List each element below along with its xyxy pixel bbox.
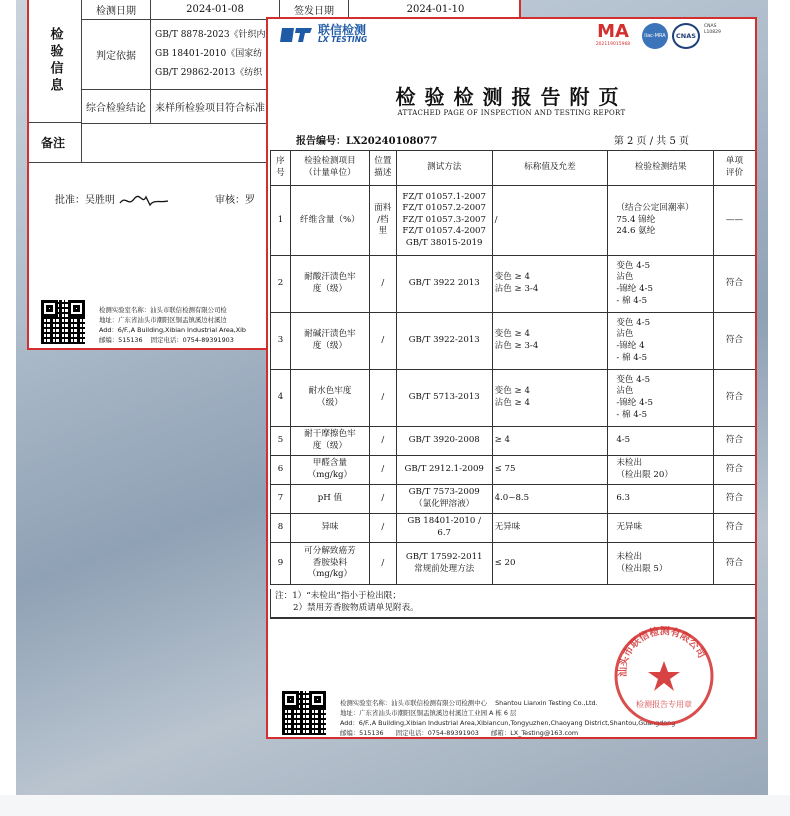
table-header-row xyxy=(271,151,756,186)
row-number: 1 xyxy=(271,186,291,256)
cnas-number: CNAS L10829 xyxy=(704,24,721,35)
report-number: 报告编号：LX20240108077 xyxy=(296,136,438,147)
row-number: 5 xyxy=(271,427,291,456)
report-subtitle: ATTACHED PAGE OF INSPECTION AND TESTING REPORT xyxy=(397,109,626,117)
row-number: 8 xyxy=(271,514,291,543)
test-result: 未检出 （检出限 5） xyxy=(608,543,714,585)
nominal-value: ≥ 4 xyxy=(492,427,608,456)
basis-line: GB/T 29862-2013《纺织 xyxy=(155,67,263,78)
note-2: 2）禁用芳香胺物质请单见附表。 xyxy=(293,603,419,614)
nominal-value: 变色 ≥ 4 沾色 ≥ 4 xyxy=(492,370,608,427)
row-number: 2 xyxy=(271,256,291,313)
evaluation: 符合 xyxy=(714,313,756,370)
table-row xyxy=(271,514,756,543)
official-seal xyxy=(613,625,715,727)
remark-label: 备注 xyxy=(41,136,66,150)
basis-line: GB/T 8878-2023《针织内 xyxy=(155,30,266,41)
test-item: 耐干摩擦色牢 度（级） xyxy=(290,427,369,456)
test-item: 耐碱汗渍色牢 度（级） xyxy=(290,313,369,370)
header-evaluation: 单项 评价 xyxy=(714,151,756,186)
test-method: GB 18401-2010 / 6.7 xyxy=(396,514,492,543)
header-method: 测试方法 xyxy=(396,151,492,186)
test-method: FZ/T 01057.1-2007 FZ/T 01057.2-2007 FZ/T 01057.3-2007 FZ/T 01057.4-2007 GB/T 38015-2019 xyxy=(396,186,492,256)
test-item: 耐水色牢度 （级） xyxy=(290,370,369,427)
row-number: 6 xyxy=(271,456,291,485)
table-row xyxy=(271,485,756,514)
conclusion-label: 综合检验结论 xyxy=(82,90,151,124)
reviewer: 审核：罗 xyxy=(215,195,255,206)
position: / xyxy=(369,427,396,456)
row-number: 4 xyxy=(271,370,291,427)
position: / xyxy=(369,313,396,370)
nominal-value: 无异味 xyxy=(492,514,608,543)
seal-subtext: 检测报告专用章 xyxy=(636,700,692,709)
back-footer: 检测实验室名称：汕头市联信检测有限公司检 地址：广东省汕头市潮阳区铜盂镇溪边村溪边 Add：6/F.,A Building,Xibian Industrial Area,Xib 邮编：515136 固定电话：0754-89391903 xyxy=(99,306,246,344)
test-item: pH 值 xyxy=(290,485,369,514)
table-row xyxy=(271,186,756,256)
evaluation: 符合 xyxy=(714,485,756,514)
evaluation: 符合 xyxy=(714,370,756,427)
position: / xyxy=(369,370,396,427)
nominal-value: ≤ 75 xyxy=(492,456,608,485)
evaluation: 符合 xyxy=(714,514,756,543)
test-item: 甲醛含量 （mg/kg） xyxy=(290,456,369,485)
test-item: 异味 xyxy=(290,514,369,543)
test-item: 耐酸汗渍色牢 度（级） xyxy=(290,256,369,313)
row-number: 7 xyxy=(271,485,291,514)
evaluation: —— xyxy=(714,186,756,256)
test-method: GB/T 3922-2013 xyxy=(396,313,492,370)
evaluation: 符合 xyxy=(714,543,756,585)
evaluation: 符合 xyxy=(714,456,756,485)
evaluation: 符合 xyxy=(714,427,756,456)
table-notes xyxy=(270,589,756,618)
nominal-value: 变色 ≥ 4 沾色 ≥ 3-4 xyxy=(492,313,608,370)
test-result: 变色 4-5 沾色 -锦纶 4-5 - 棉 4-5 xyxy=(608,370,714,427)
nominal-value: / xyxy=(492,186,608,256)
issue-date-value: 2024-01-10 xyxy=(349,0,522,20)
row-number: 9 xyxy=(271,543,291,585)
brand-cn: 联信检测 xyxy=(318,23,367,38)
header-result: 检验检测结果 xyxy=(608,151,714,186)
table-row xyxy=(271,427,756,456)
seal-text: 汕头市联信检测有限公司 xyxy=(617,626,707,678)
header-item: 检验检测项目 （计量单位） xyxy=(290,151,369,186)
test-result: （结合公定回潮率） 75.4 锦纶 24.6 氨纶 xyxy=(608,186,714,256)
lt-logo-icon xyxy=(280,24,314,44)
test-result: 6.3 xyxy=(608,485,714,514)
nominal-value: 4.0~8.5 xyxy=(492,485,608,514)
test-method: GB/T 3922 2013 xyxy=(396,256,492,313)
header-position: 位置 描述 xyxy=(369,151,396,186)
cnas-mark: CNAS xyxy=(672,23,700,49)
table-row xyxy=(271,256,756,313)
basis-line: GB 18401-2010《国家纺 xyxy=(155,49,263,60)
table-row xyxy=(271,370,756,427)
basis-label: 判定依据 xyxy=(82,20,151,90)
test-item: 纤维含量（%） xyxy=(290,186,369,256)
front-footer: 检测实验室名称：汕头市联信检测有限公司检测中心 Shantou Lianxin Testing Co.,Ltd. 地址：广东省汕头市潮阳区铜盂镇溪边村溪边工业园 A 栋 6 层 Add：6/F.,A Building,Xibian Industrial Area,Xibiancun,Tongyuzhen,Chaoyang District,Shantou,Guangdong 邮编：515136 固定电话：0754-89391903 邮箱：LX_Testing@163.com xyxy=(340,699,676,737)
test-date-value: 2024-01-08 xyxy=(151,0,280,20)
test-method: GB/T 5713-2013 xyxy=(396,370,492,427)
table-row xyxy=(271,313,756,370)
test-results-table xyxy=(270,150,756,585)
approver-signature xyxy=(118,193,170,209)
test-date-label: 检测日期 xyxy=(82,0,151,20)
header-nominal: 标称值及允差 xyxy=(492,151,608,186)
header-no: 序号 xyxy=(271,151,291,186)
conclusion-value: 来样所检验项目符合标准 xyxy=(151,90,522,124)
note-1: 注：1）“未检出”指小于检出限； xyxy=(275,591,401,601)
test-result: 变色 4-5 沾色 -锦纶 4-5 - 棉 4-5 xyxy=(608,256,714,313)
lx-testing-logo xyxy=(280,23,367,45)
position: / xyxy=(369,485,396,514)
front-report-sheet xyxy=(266,17,757,739)
position: / xyxy=(369,514,396,543)
position: / xyxy=(369,456,396,485)
test-result: 4-5 xyxy=(608,427,714,456)
page-bottom-strip xyxy=(0,795,790,816)
test-method: GB/T 17592-2011 常规前处理方法 xyxy=(396,543,492,585)
cma-mark: MA 202119015968 xyxy=(595,21,631,47)
position: 面料 /档 里 xyxy=(369,186,396,256)
back-qr-code xyxy=(41,300,85,344)
approver: 批准：吴胜明 xyxy=(55,191,170,209)
position: / xyxy=(369,256,396,313)
table-row xyxy=(271,543,756,585)
test-method: GB/T 7573-2009 （氯化钾溶液） xyxy=(396,485,492,514)
test-item: 可分解致癌芳 香胺染料 （mg/kg） xyxy=(290,543,369,585)
issue-date-label: 签发日期 xyxy=(280,0,349,20)
nominal-value: 变色 ≥ 4 沾色 ≥ 3-4 xyxy=(492,256,608,313)
nominal-value: ≤ 20 xyxy=(492,543,608,585)
brand-en: LX TESTING xyxy=(318,35,368,45)
test-method: GB/T 2912.1-2009 xyxy=(396,456,492,485)
report-title: 检验检测报告附页 xyxy=(395,85,628,109)
test-method: GB/T 3920-2008 xyxy=(396,427,492,456)
page-indicator: 第 2 页 / 共 5 页 xyxy=(613,136,689,147)
front-qr-code xyxy=(282,691,326,735)
inspection-info-label: 检验信息 xyxy=(29,0,82,123)
test-result: 无异味 xyxy=(608,514,714,543)
test-result: 变色 4-5 沾色 -锦纶 4 - 棉 4-5 xyxy=(608,313,714,370)
table-row xyxy=(271,456,756,485)
row-number: 3 xyxy=(271,313,291,370)
position: / xyxy=(369,543,396,585)
test-result: 未检出 （检出限 20） xyxy=(608,456,714,485)
evaluation: 符合 xyxy=(714,256,756,313)
ilac-mra-mark: ilac-MRA xyxy=(642,23,668,49)
